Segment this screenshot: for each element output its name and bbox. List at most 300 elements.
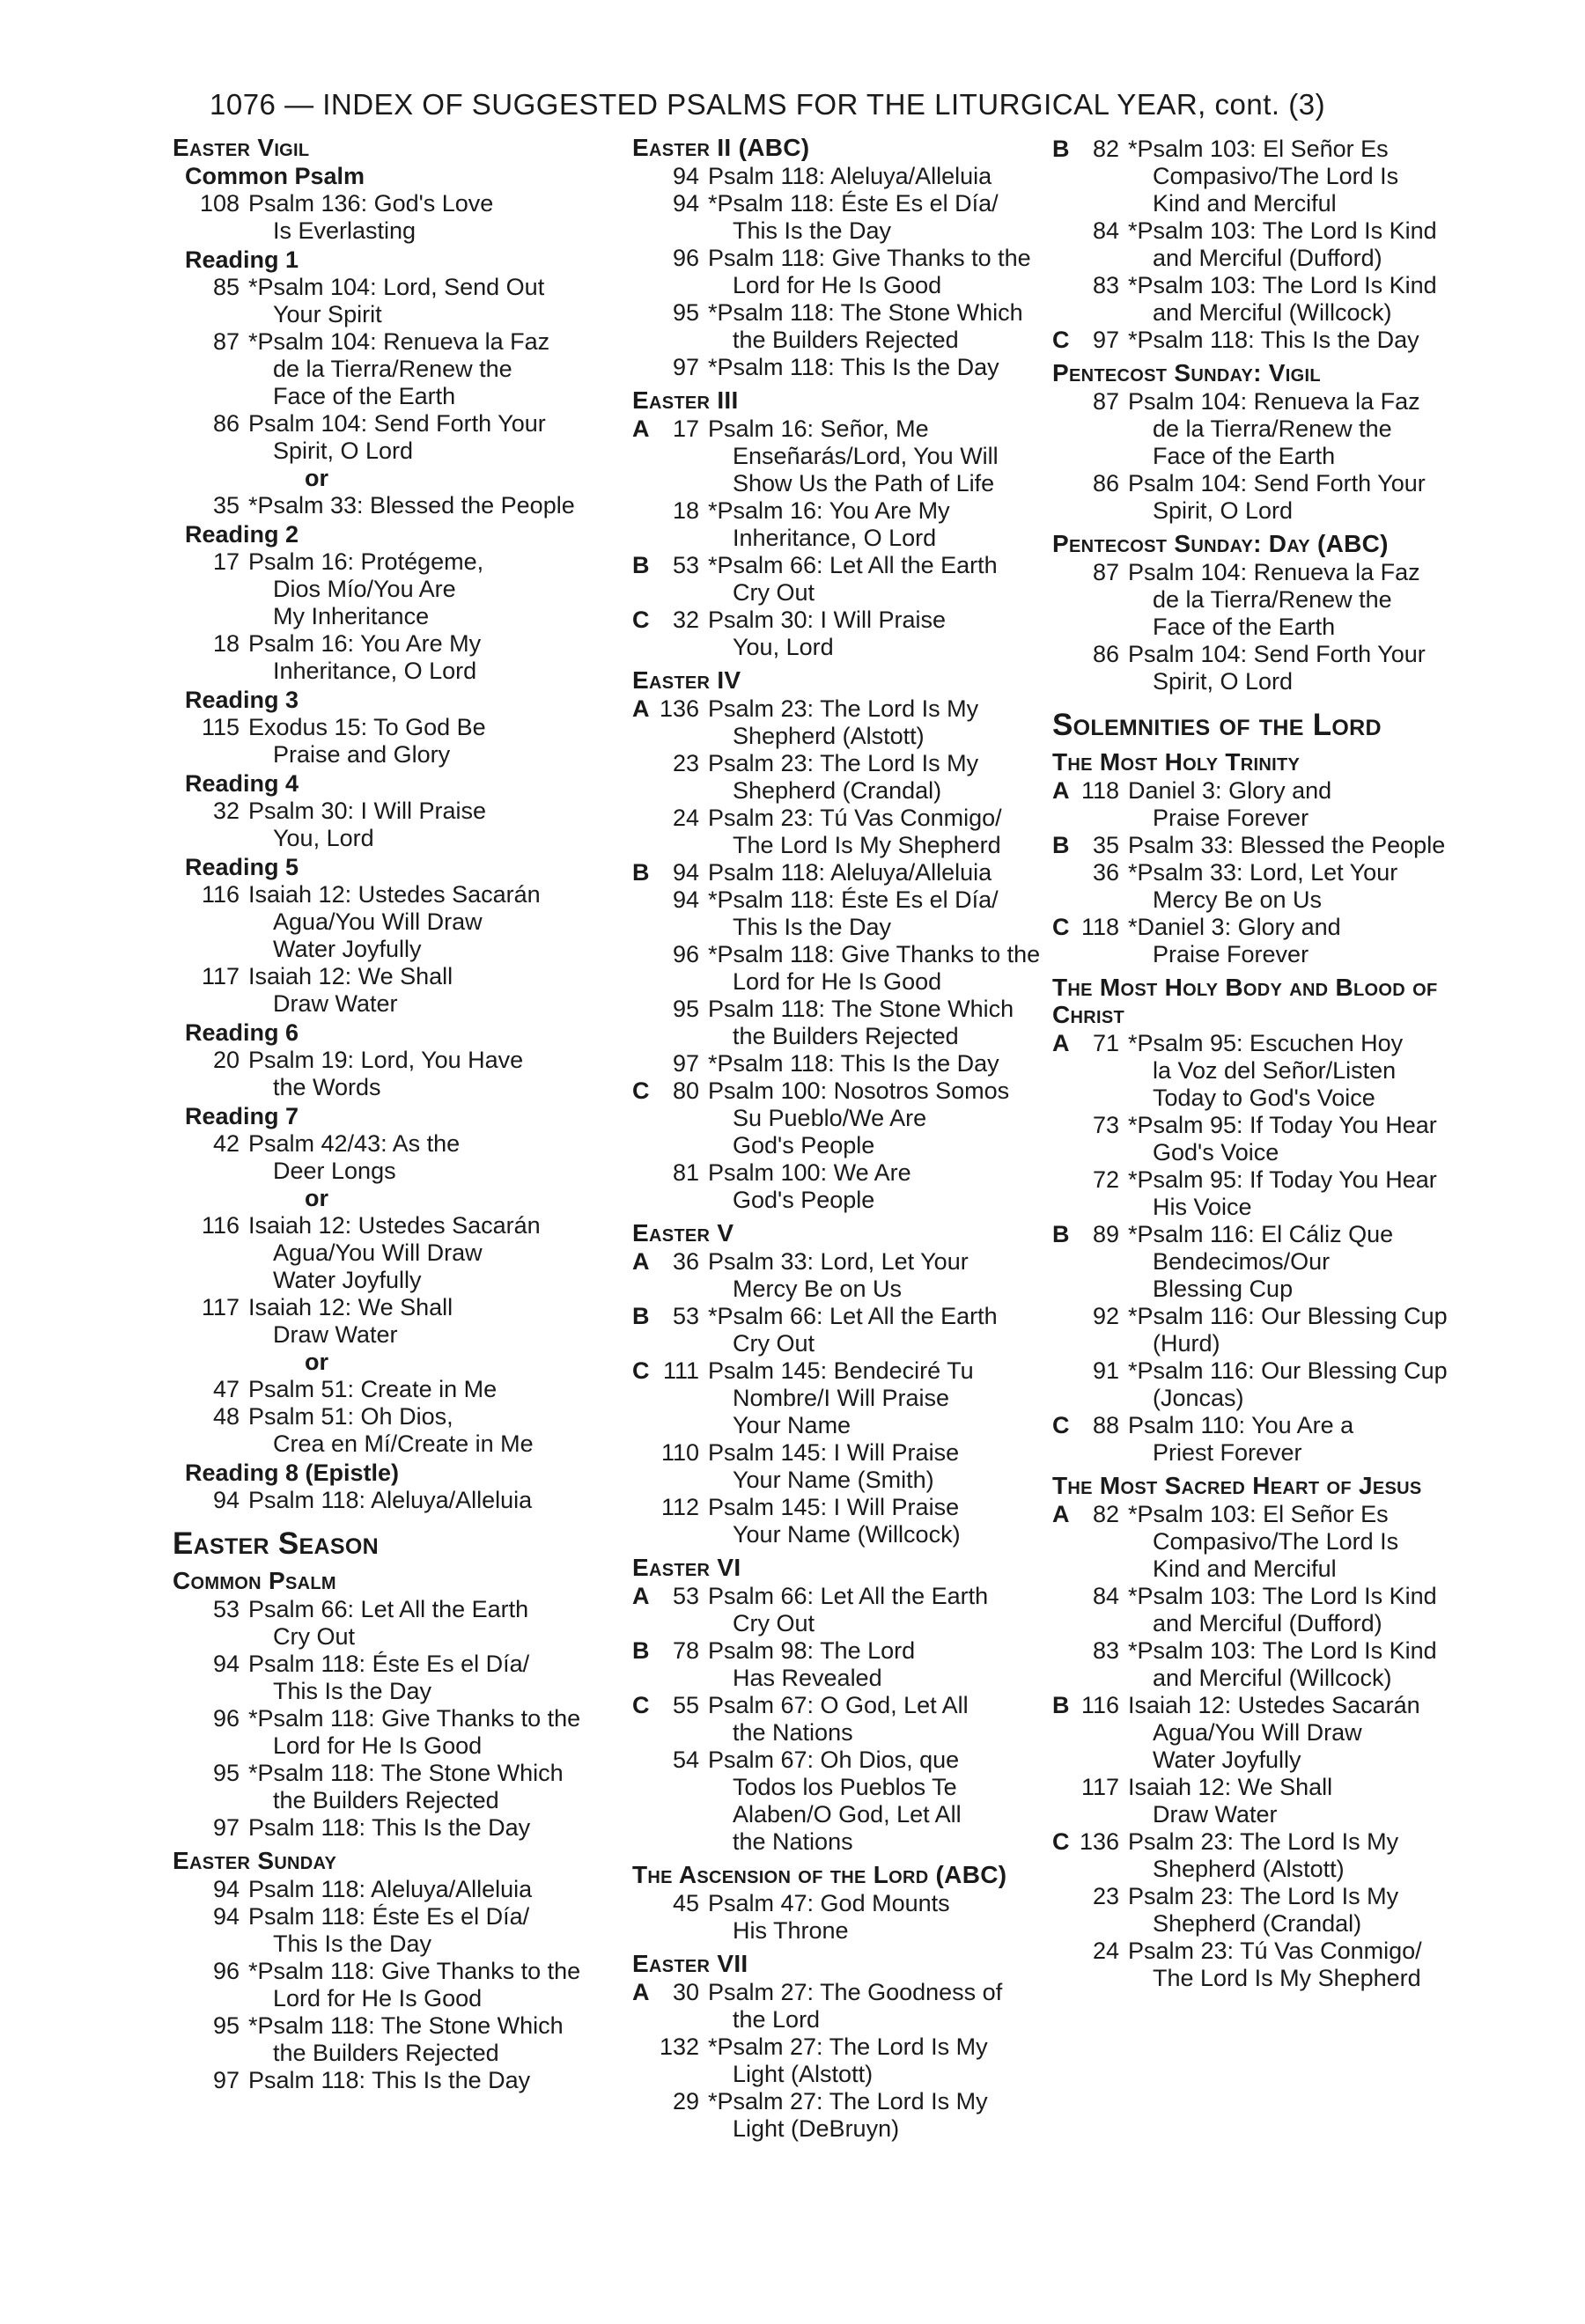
entry-title: Psalm 67: Oh Dios, que — [708, 1747, 960, 1773]
entry-title: Psalm 47: God Mounts — [708, 1890, 950, 1916]
psalm-entry — [1052, 1112, 1493, 1166]
entry-title: *Psalm 118: The Stone Which — [248, 1760, 564, 1786]
entry-continuation: Blessing Cup — [1153, 1276, 1294, 1302]
psalm-entry — [173, 714, 613, 769]
psalm-entry — [1052, 327, 1493, 354]
entry-continuation: Water Joyfully — [273, 1267, 422, 1293]
entry-text — [248, 1903, 613, 1958]
year-letter — [173, 881, 194, 963]
subsection — [1052, 559, 1493, 695]
entry-title: Psalm 19: Lord, You Have — [248, 1047, 524, 1073]
section-heading: Pentecost Sunday: Day (ABC) — [1052, 530, 1389, 557]
subsection — [173, 687, 613, 769]
entry-continuation: the Builders Rejected — [733, 1023, 959, 1049]
psalm-entry — [632, 1439, 1073, 1494]
entry-title: *Psalm 118: This Is the Day — [708, 354, 999, 380]
entry-continuation: Face of the Earth — [1153, 443, 1336, 469]
entry-continuation: Compasivo/The Lord Is — [1153, 163, 1399, 189]
entry-continuation: Shepherd (Alstott) — [1153, 1856, 1345, 1882]
entry-text — [708, 245, 1073, 299]
entry-continuation: Bendecimos/Our — [1153, 1248, 1331, 1275]
entry-continuation: and Merciful (Willcock) — [1153, 1665, 1392, 1691]
entry-text — [708, 607, 1073, 661]
entry-text — [1128, 1030, 1493, 1112]
entry-continuation: Nombre/I Will Praise — [733, 1385, 950, 1411]
entry-continuation: Enseñarás/Lord, You Will — [733, 443, 999, 469]
entry-text — [248, 2067, 613, 2094]
entry-number: 97 — [212, 1814, 240, 1841]
psalm-entry — [173, 963, 613, 1018]
entry-continuation: Inheritance, O Lord — [733, 525, 937, 551]
entry-continuation: God's Voice — [1153, 1139, 1279, 1166]
section-heading: Easter VI — [632, 1554, 741, 1581]
index-section — [1052, 136, 1493, 354]
entry-text — [1128, 388, 1493, 470]
psalm-entry — [632, 2088, 1073, 2143]
entry-number: 87 — [212, 328, 240, 355]
entry-title: Isaiah 12: Ustedes Sacarán — [248, 881, 541, 908]
entry-text — [248, 1596, 613, 1651]
entry-number: 95 — [212, 1760, 240, 1786]
entry-title: Psalm 118: The Stone Which — [708, 996, 1014, 1022]
entry-continuation: This Is the Day — [733, 217, 892, 244]
entry-number: 86 — [1092, 470, 1119, 496]
entry-number: 84 — [1092, 1583, 1119, 1609]
entry-continuation: Cry Out — [733, 579, 815, 606]
entry-number: 85 — [212, 274, 240, 300]
year-letter: B — [632, 1303, 650, 1329]
entry-title: *Psalm 27: The Lord Is My — [708, 2088, 988, 2114]
entry-text — [248, 714, 613, 769]
entry-title: Psalm 67: O God, Let All — [708, 1692, 969, 1718]
entry-title: *Psalm 104: Lord, Send Out — [248, 274, 545, 300]
entry-title: Exodus 15: To God Be — [248, 714, 486, 740]
year-letter — [1052, 272, 1073, 327]
psalm-entry — [1052, 1637, 1493, 1692]
entry-text — [248, 1876, 613, 1903]
index-section — [173, 1847, 613, 2094]
entry-title: Psalm 42/43: As the — [248, 1130, 461, 1157]
entry-text — [248, 190, 613, 245]
entry-continuation: Crea en Mí/Create in Me — [273, 1430, 534, 1457]
entry-continuation: Water Joyfully — [273, 936, 422, 962]
entry-title: Psalm 30: I Will Praise — [248, 798, 487, 824]
psalm-entry — [1052, 1303, 1493, 1357]
psalm-entry — [632, 299, 1073, 354]
entry-continuation: Deer Longs — [273, 1158, 396, 1184]
entry-text — [1128, 470, 1493, 525]
or-separator: or — [305, 1185, 328, 1211]
entry-title: Psalm 23: The Lord Is My — [1128, 1883, 1399, 1909]
entry-continuation: Lord for He Is Good — [273, 1985, 483, 2011]
entry-number: 55 — [672, 1692, 699, 1718]
subsection-label: Reading 2 — [185, 521, 299, 548]
year-letter — [1052, 1357, 1073, 1412]
psalm-entry — [632, 886, 1073, 941]
entry-number: 17 — [212, 548, 240, 575]
year-letter — [173, 963, 194, 1018]
entry-number: 95 — [672, 996, 699, 1022]
entry-continuation: Dios Mío/You Are — [273, 576, 456, 602]
entry-title: Psalm 118: This Is the Day — [248, 2067, 531, 2093]
entry-title: *Psalm 118: This Is the Day — [708, 1050, 999, 1077]
year-letter — [632, 497, 653, 552]
entry-continuation: (Hurd) — [1153, 1330, 1220, 1357]
entry-text — [1128, 832, 1493, 859]
entry-continuation: de la Tierra/Renew the — [1153, 416, 1392, 442]
psalm-entry — [173, 881, 613, 963]
year-letter: A — [1052, 777, 1070, 804]
entry-title: *Psalm 118: Give Thanks to the — [248, 1705, 581, 1732]
index-section — [632, 134, 1073, 381]
entry-number: 87 — [1092, 388, 1119, 415]
subsection — [1052, 1501, 1493, 1992]
psalm-entry — [173, 1651, 613, 1705]
entry-text — [708, 552, 1073, 607]
entry-continuation: Show Us the Path of Life — [733, 470, 995, 496]
entry-number: 136 — [659, 695, 699, 722]
psalm-entry — [173, 492, 613, 519]
entry-number: 94 — [672, 190, 699, 217]
entry-title: *Psalm 66: Let All the Earth — [708, 552, 998, 578]
entry-text — [1128, 1828, 1493, 1883]
psalm-entry — [173, 548, 613, 630]
entry-continuation: the Builders Rejected — [733, 327, 959, 353]
entry-title: *Psalm 103: El Señor Es — [1128, 136, 1389, 162]
entry-continuation: and Merciful (Willcock) — [1153, 299, 1392, 326]
subsection — [1052, 777, 1493, 968]
entry-continuation: You, Lord — [733, 634, 834, 660]
entry-continuation: the Builders Rejected — [273, 2040, 499, 2066]
year-letter: B — [632, 552, 650, 578]
year-letter: C — [1052, 1412, 1070, 1438]
subsection — [632, 1890, 1073, 1945]
psalm-entry — [632, 695, 1073, 750]
entry-title: *Psalm 103: The Lord Is Kind — [1128, 1583, 1437, 1609]
psalm-entry — [632, 1303, 1073, 1357]
entry-title: *Psalm 118: Éste Es el Día/ — [708, 886, 999, 913]
year-letter — [632, 1494, 653, 1548]
year-letter — [173, 1651, 194, 1705]
entry-number: 94 — [672, 859, 699, 886]
psalm-entry — [632, 1357, 1073, 1439]
entry-title: Psalm 66: Let All the Earth — [708, 1583, 989, 1609]
entry-text — [708, 1050, 1073, 1077]
section-heading: Common Psalm — [173, 1567, 336, 1594]
entry-continuation: Kind and Merciful — [1153, 190, 1337, 217]
subsection-label: Reading 6 — [185, 1019, 299, 1046]
entry-title: Psalm 118: Aleluya/Alleluia — [708, 859, 992, 886]
index-section — [1052, 1472, 1493, 1992]
year-letter — [632, 299, 653, 354]
subsection — [1052, 136, 1493, 354]
year-letter — [632, 996, 653, 1050]
entry-text — [248, 492, 613, 519]
year-letter — [173, 1903, 194, 1958]
entry-number: 36 — [672, 1248, 699, 1275]
entry-title: Psalm 16: You Are My — [248, 630, 482, 657]
entry-number: 87 — [1092, 559, 1119, 585]
psalm-entry — [1052, 272, 1493, 327]
year-letter: C — [1052, 327, 1070, 353]
entry-number: 111 — [662, 1357, 699, 1384]
entry-continuation: Light (DeBruyn) — [733, 2115, 900, 2142]
entry-number: 53 — [672, 1583, 699, 1609]
entry-title: Daniel 3: Glory and — [1128, 777, 1332, 804]
entry-number: 35 — [212, 492, 240, 518]
entry-title: Psalm 118: Éste Es el Día/ — [248, 1903, 530, 1930]
entry-continuation: de la Tierra/Renew the — [1153, 586, 1392, 613]
entry-number: 32 — [672, 607, 699, 633]
entry-continuation: Su Pueblo/We Are — [733, 1105, 927, 1131]
entry-title: Isaiah 12: We Shall — [248, 1294, 453, 1320]
or-separator: or — [305, 1349, 328, 1375]
psalm-entry — [173, 1705, 613, 1760]
subsection — [173, 163, 613, 245]
entry-title: Psalm 104: Renueva la Faz — [1128, 388, 1420, 415]
entry-continuation: Shepherd (Crandal) — [733, 777, 942, 804]
entry-text — [248, 798, 613, 852]
psalm-entry — [1052, 388, 1493, 470]
entry-text — [1128, 1583, 1493, 1637]
entry-number: 83 — [1092, 272, 1119, 298]
entry-title: *Psalm 103: El Señor Es — [1128, 1501, 1389, 1527]
index-section — [1052, 974, 1493, 1467]
year-letter: C — [632, 607, 650, 633]
psalm-entry — [632, 1494, 1073, 1548]
index-column-1 — [173, 134, 613, 2094]
entry-text — [1128, 1883, 1493, 1938]
entry-title: Psalm 145: Bendeciré Tu — [708, 1357, 974, 1384]
entry-title: *Psalm 116: El Cáliz Que — [1128, 1221, 1394, 1247]
entry-continuation: Mercy Be on Us — [1153, 886, 1323, 913]
psalm-entry — [173, 1403, 613, 1458]
entry-title: Psalm 33: Blessed the People — [1128, 832, 1446, 858]
entry-number: 83 — [1092, 1637, 1119, 1664]
entry-number: 116 — [201, 1212, 240, 1239]
entry-title: Psalm 104: Send Forth Your — [1128, 641, 1426, 667]
entry-number: 96 — [212, 1705, 240, 1732]
entry-text — [1128, 777, 1493, 832]
entry-number: 24 — [1092, 1938, 1119, 1964]
entry-continuation: You, Lord — [273, 825, 374, 851]
entry-continuation: Agua/You Will Draw — [1153, 1719, 1362, 1746]
entry-number: 118 — [1080, 777, 1119, 804]
entry-title: *Psalm 116: Our Blessing Cup — [1128, 1303, 1448, 1329]
psalm-entry — [173, 410, 613, 465]
entry-text — [708, 1439, 1073, 1494]
entry-title: Psalm 23: The Lord Is My — [708, 750, 979, 776]
entry-continuation: the Words — [273, 1074, 381, 1100]
entry-number: 47 — [212, 1376, 240, 1402]
entry-continuation: Light (Alstott) — [733, 2061, 874, 2087]
entry-title: *Daniel 3: Glory and — [1128, 914, 1341, 940]
entry-text — [1128, 1112, 1493, 1166]
year-letter — [173, 1212, 194, 1294]
year-letter — [173, 1047, 194, 1101]
year-letter: A — [632, 1979, 650, 2005]
entry-continuation: Praise Forever — [1153, 941, 1309, 967]
year-letter: A — [632, 416, 650, 442]
psalm-entry — [1052, 777, 1493, 832]
psalm-entry — [1052, 217, 1493, 272]
year-letter — [1052, 1303, 1073, 1357]
year-letter — [173, 1376, 194, 1403]
entry-number: 23 — [672, 750, 699, 776]
entry-number: 94 — [212, 1876, 240, 1902]
year-letter: C — [632, 1077, 650, 1104]
section-heading: The Most Holy Body and Blood of Christ — [1052, 974, 1438, 1028]
year-letter — [632, 2034, 653, 2088]
year-letter — [173, 2012, 194, 2067]
section-heading: Easter II (ABC) — [632, 134, 810, 161]
entry-continuation: This Is the Day — [273, 1931, 432, 1957]
entry-text — [1128, 1692, 1493, 1774]
index-section — [1052, 530, 1493, 695]
entry-continuation: Your Name (Willcock) — [733, 1521, 961, 1548]
psalm-entry — [632, 941, 1073, 996]
year-letter — [1052, 1637, 1073, 1692]
entry-continuation: Lord for He Is Good — [733, 968, 942, 995]
index-section — [173, 1567, 613, 1842]
entry-title: *Psalm 95: If Today You Hear — [1128, 1166, 1437, 1193]
entry-continuation: de la Tierra/Renew the — [273, 356, 512, 382]
entry-continuation: This Is the Day — [273, 1678, 432, 1704]
entry-number: 18 — [672, 497, 699, 524]
entry-continuation: Todos los Pueblos Te — [733, 1774, 957, 1800]
psalm-entry — [173, 798, 613, 852]
entry-number: 30 — [672, 1979, 699, 2005]
year-letter — [173, 328, 194, 410]
year-letter: B — [1052, 1692, 1070, 1718]
year-letter — [632, 163, 653, 190]
entry-text — [708, 2034, 1073, 2088]
entry-number: 132 — [659, 2034, 699, 2060]
psalm-entry — [632, 552, 1073, 607]
year-letter — [632, 941, 653, 996]
entry-text — [248, 548, 613, 630]
entry-number: 53 — [672, 552, 699, 578]
page-header: 1076 — INDEX OF SUGGESTED PSALMS FOR THE LITURGICAL YEAR, cont. (3) — [210, 88, 1326, 121]
entry-number: 18 — [212, 630, 240, 657]
entry-number: 82 — [1092, 136, 1119, 162]
or-separator: or — [305, 465, 328, 491]
entry-continuation: Praise and Glory — [273, 741, 451, 768]
year-letter — [173, 1876, 194, 1903]
psalm-entry — [1052, 832, 1493, 859]
entry-title: *Psalm 118: The Stone Which — [708, 299, 1023, 326]
psalm-entry — [1052, 559, 1493, 641]
entry-continuation: and Merciful (Dufford) — [1153, 1610, 1382, 1636]
entry-continuation: Inheritance, O Lord — [273, 658, 477, 684]
entry-title: Isaiah 12: Ustedes Sacarán — [1128, 1692, 1420, 1718]
entry-text — [248, 1958, 613, 2012]
psalm-entry — [173, 1376, 613, 1403]
entry-continuation: His Voice — [1153, 1194, 1252, 1220]
entry-text — [248, 1814, 613, 1842]
entry-text — [248, 1130, 613, 1185]
psalm-entry — [173, 1130, 613, 1185]
subsection — [173, 246, 613, 519]
subsection — [632, 416, 1073, 661]
section-heading: Easter V — [632, 1219, 734, 1247]
entry-number: 48 — [212, 1403, 240, 1430]
year-letter — [173, 1130, 194, 1185]
entry-text — [708, 1159, 1073, 1214]
entry-number: 117 — [1080, 1774, 1119, 1800]
entry-continuation: Today to God's Voice — [1153, 1085, 1375, 1111]
year-letter — [632, 1050, 653, 1077]
entry-text — [248, 274, 613, 328]
entry-title: Psalm 145: I Will Praise — [708, 1494, 960, 1520]
entry-title: Psalm 23: Tú Vas Conmigo/ — [1128, 1938, 1422, 1964]
subsection — [1052, 388, 1493, 525]
entry-continuation: the Builders Rejected — [273, 1787, 499, 1813]
entry-title: Psalm 104: Send Forth Your — [248, 410, 546, 437]
psalm-entry — [1052, 470, 1493, 525]
entry-number: 110 — [660, 1439, 699, 1466]
entry-continuation: Compasivo/The Lord Is — [1153, 1528, 1399, 1555]
year-letter: B — [632, 859, 650, 886]
entry-number: 54 — [672, 1747, 699, 1773]
psalm-entry — [1052, 1938, 1493, 1992]
entry-title: Psalm 118: Éste Es el Día/ — [248, 1651, 530, 1677]
psalm-entry — [632, 1979, 1073, 2034]
entry-continuation: This Is the Day — [733, 914, 892, 940]
section-heading: The Most Holy Trinity — [1052, 748, 1301, 776]
entry-text — [1128, 1938, 1493, 1992]
entry-title: *Psalm 16: You Are My — [708, 497, 950, 524]
year-letter — [1052, 470, 1073, 525]
entry-text — [1128, 272, 1493, 327]
entry-continuation: Lord for He Is Good — [273, 1732, 483, 1759]
entry-text — [708, 1637, 1073, 1692]
subsection — [1052, 1030, 1493, 1467]
entry-continuation: Agua/You Will Draw — [273, 1239, 483, 1266]
entry-continuation: Praise Forever — [1153, 805, 1309, 831]
entry-text — [248, 328, 613, 410]
entry-title: Psalm 110: You Are a — [1128, 1412, 1354, 1438]
psalm-entry — [1052, 1692, 1493, 1774]
entry-continuation: (Joncas) — [1153, 1385, 1244, 1411]
psalm-entry — [632, 805, 1073, 859]
entry-text — [1128, 1412, 1493, 1467]
entry-continuation: God's People — [733, 1132, 875, 1158]
year-letter — [632, 2088, 653, 2143]
entry-continuation: Agua/You Will Draw — [273, 908, 483, 935]
entry-continuation: Shepherd (Crandal) — [1153, 1910, 1362, 1937]
psalm-entry — [632, 1890, 1073, 1945]
year-letter: B — [632, 1637, 650, 1664]
entry-title: Psalm 118: Aleluya/Alleluia — [248, 1487, 533, 1513]
index-section — [173, 1526, 613, 1562]
entry-number: 32 — [212, 798, 240, 824]
psalm-entry — [632, 1077, 1073, 1159]
subsection — [173, 854, 613, 1018]
entry-number: 95 — [212, 2012, 240, 2039]
entry-title: Psalm 104: Send Forth Your — [1128, 470, 1426, 496]
year-letter — [632, 1890, 653, 1945]
year-letter — [173, 1294, 194, 1349]
psalm-entry — [632, 190, 1073, 245]
entry-number: 116 — [201, 881, 240, 908]
psalm-entry — [1052, 1828, 1493, 1883]
entry-number: 94 — [672, 163, 699, 189]
entry-number: 96 — [672, 245, 699, 271]
entry-text — [1128, 1166, 1493, 1221]
entry-continuation: Draw Water — [273, 990, 398, 1017]
psalm-entry — [632, 859, 1073, 886]
